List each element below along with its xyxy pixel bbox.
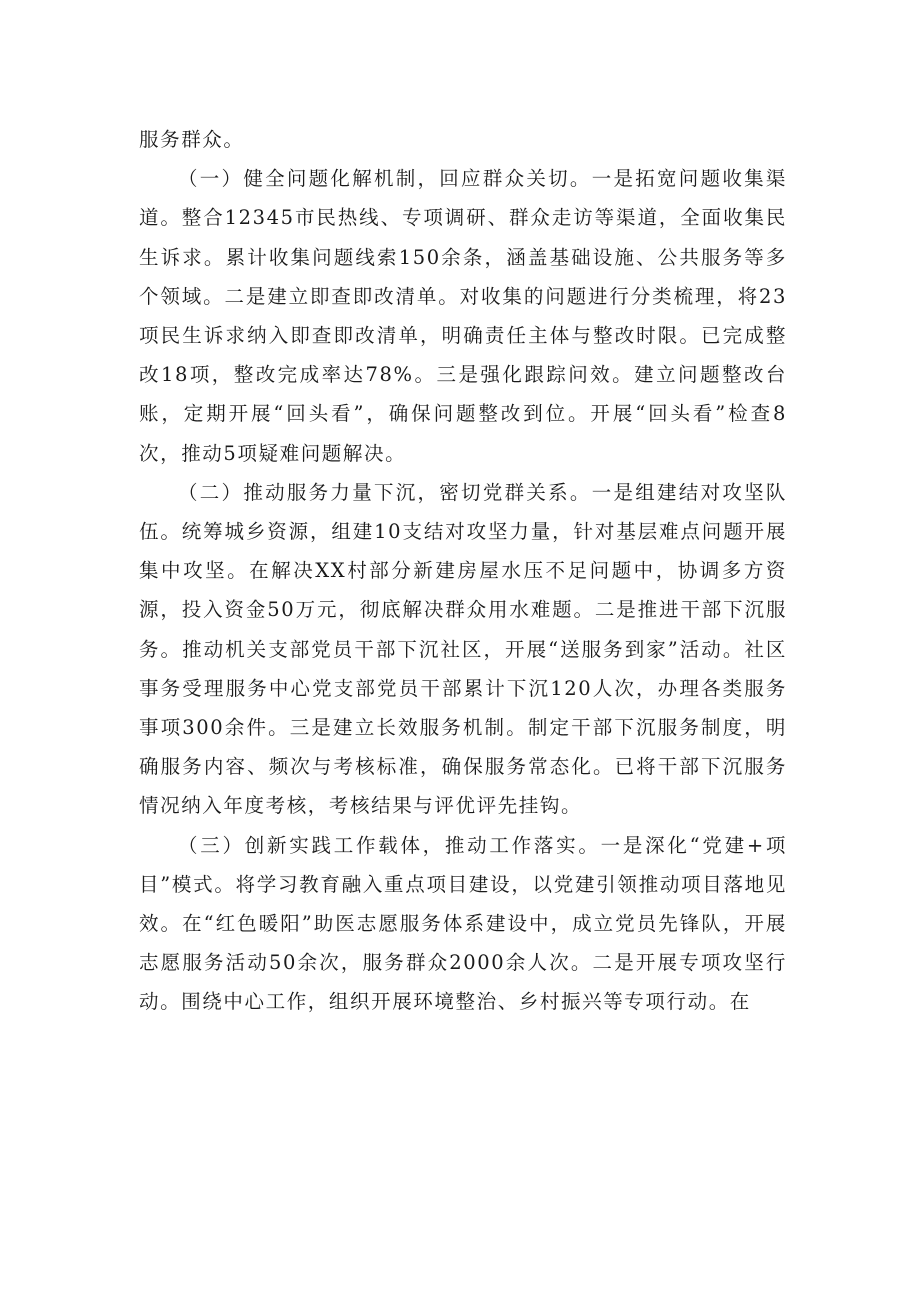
paragraph-continuation: 服务群众。: [139, 128, 245, 151]
paragraph-section-1: （一）健全问题化解机制，回应群众关切。一是拓宽问题收集渠道。整合12345市民热线、专项调研、群众走访等渠道，全面收集民生诉求。累计收集问题线索150余条，涵盖基础设施、公共服务等多个领域。二是建立即查即改清单。对收集的问题进行分类梳理，将23项民生诉求纳入即查即改清单，明确责任主体与整改时限。已完成整改18项，整改完成率达78%。三是强化跟踪问效。建立问题整改台账，定期开展“回头看”，确保问题整改到位。开展“回头看”检查8次，推动5项疑难问题解决。: [139, 167, 787, 465]
document-body: [139, 120, 787, 1022]
paragraph-section-3: （三）创新实践工作载体，推动工作落实。一是深化“党建+项目”模式。将学习教育融入重点项目建设，以党建引领推动项目落地见效。在“红色暖阳”助医志愿服务体系建设中，成立党员先锋队，开展志愿服务活动50余次，服务群众2000余人次。二是开展专项攻坚行动。围绕中心工作，组织开展环境整治、乡村振兴等专项行动。在: [139, 833, 787, 1014]
paragraph-section-2: （二）推动服务力量下沉，密切党群关系。一是组建结对攻坚队伍。统筹城乡资源，组建10支结对攻坚力量，针对基层难点问题开展集中攻坚。在解决XX村部分新建房屋水压不足问题中，协调多方资源，投入资金50万元，彻底解决群众用水难题。二是推进干部下沉服务。推动机关支部党员干部下沉社区，开展“送服务到家”活动。社区事务受理服务中心党支部党员干部累计下沉120人次，办理各类服务事项300余件。三是建立长效服务机制。制定干部下沉服务制度，明确服务内容、频次与考核标准，确保服务常态化。已将干部下沉服务情况纳入年度考核，考核结果与评优评先挂钩。: [139, 480, 787, 818]
